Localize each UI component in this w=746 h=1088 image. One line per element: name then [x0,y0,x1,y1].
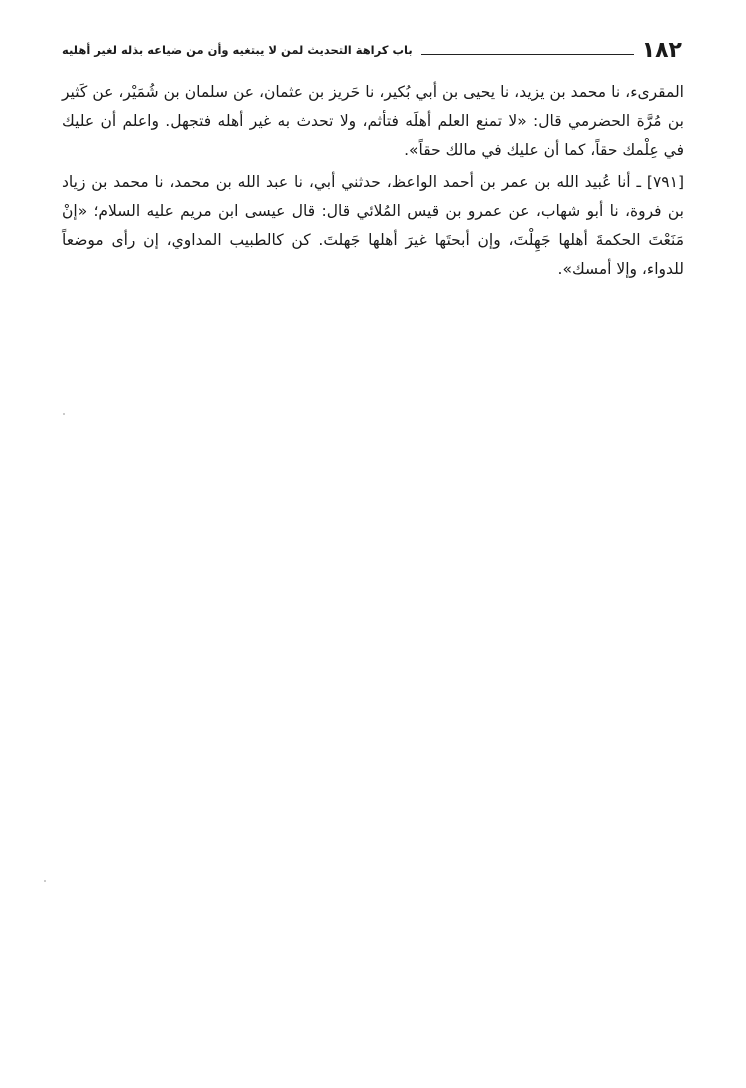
header-rule [421,54,634,55]
chapter-title: باب كراهة التحديث لمن لا يبتغيه وأن من ضياعه بذله لغير أهليه [62,43,413,57]
paragraph-text: ـ أنا عُبيد الله بن عمر بن أحمد الواعظ، حدثني أبي، نا عبد الله بن محمد، نا محمد بن زياد بن فروة، نا أبو شهاب، عن عمرو بن قيس المُلائي قال: قال عيسى ابن مريم عليه السلام؛ «إنْ مَنَعْتَ الحكمةَ أهلها جَهِلْتَ، وإن أبحتَها غيرَ أهلها جَهلتَ. كن كالطبيب المداوي، إن رأى موضعاً للدواء، وإلا أمسك». [62,173,684,278]
paragraph-continued [62,78,684,165]
scan-speck [63,413,65,415]
body-text [62,78,684,284]
paragraph-hadith-791 [62,168,684,284]
paragraph-text: المقرىء، نا محمد بن يزيد، نا يحيى بن أبي بُكير، نا حَريز بن عثمان، عن سلمان بن شُمَيْر، عن كَثير بن مُرَّة الحضرمي قال: «لا تمنع العلم أهلَه فتأثم، ولا تحدث به غير أهله فتجهل. واعلم أن عليك في عِلْمك حقاً، كما أن عليك في مالك حقاً». [62,83,684,159]
page-number: ١٨٢ [641,37,682,63]
scan-speck [44,880,46,882]
hadith-number: [٧٩١] [646,173,684,191]
running-header [62,34,682,66]
